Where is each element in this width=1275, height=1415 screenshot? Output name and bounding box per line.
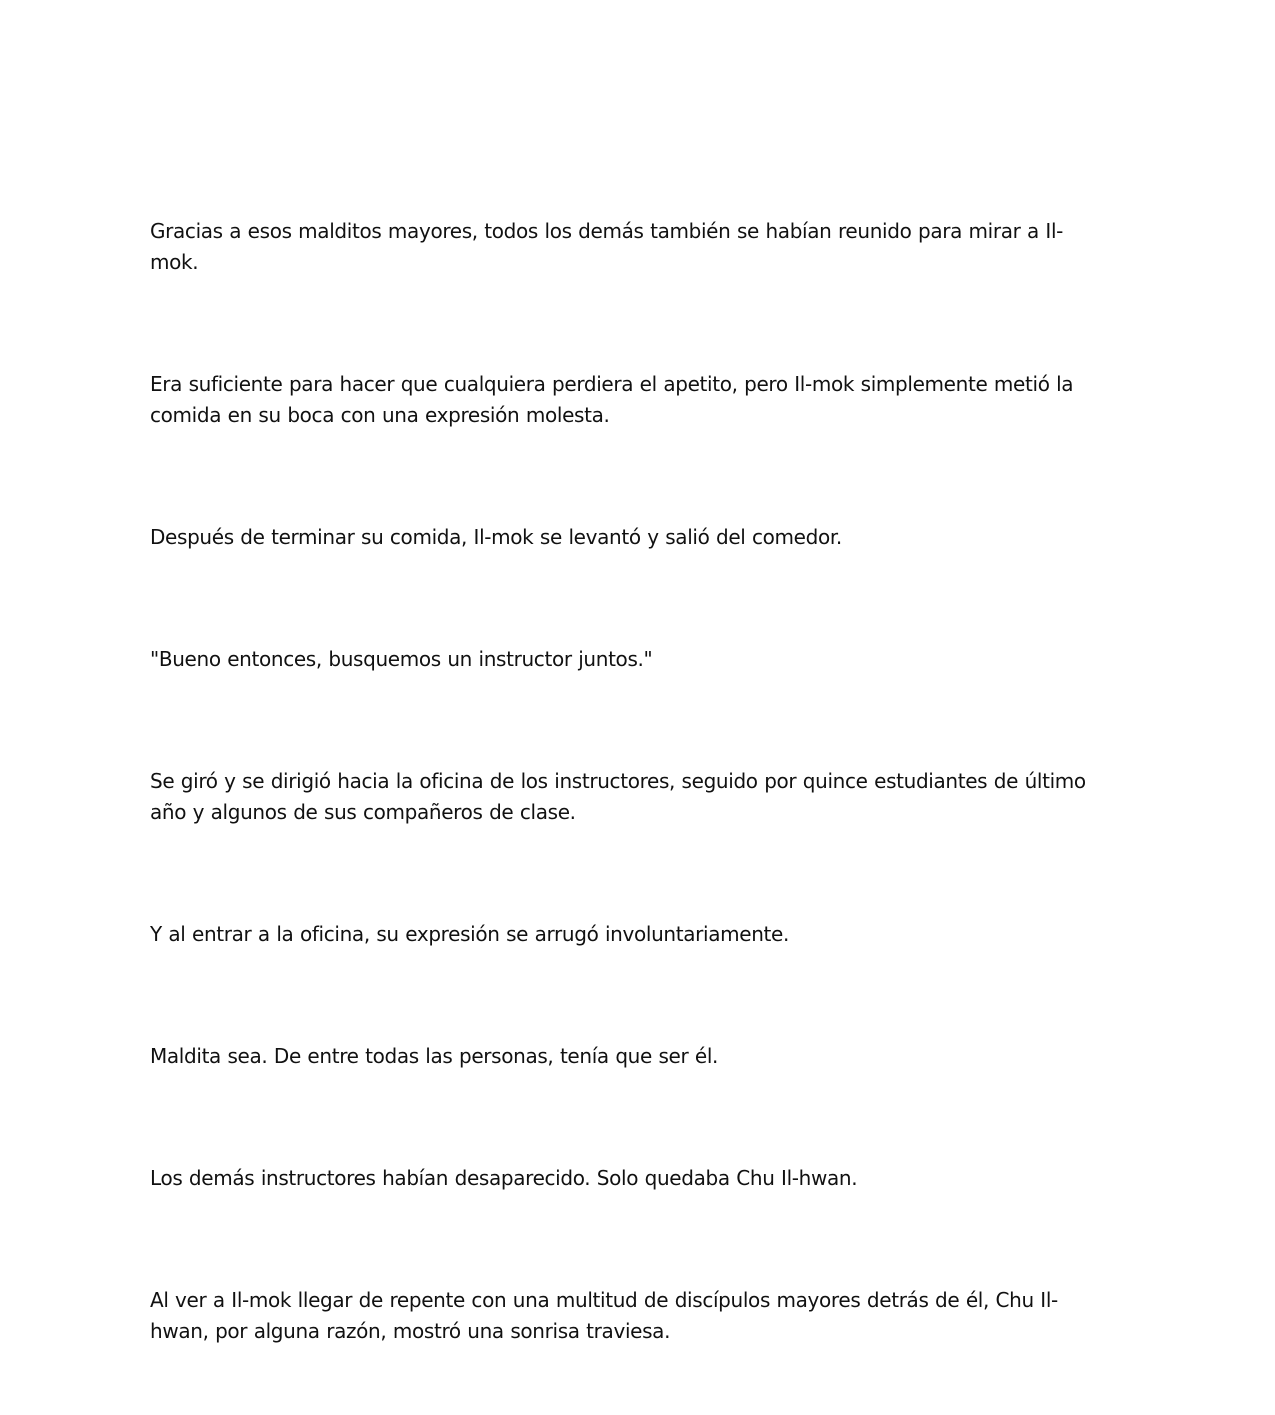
paragraph xyxy=(150,369,1125,431)
paragraph xyxy=(150,1041,1125,1072)
paragraph xyxy=(150,1285,1125,1347)
text-line: Y al entrar a la oficina, su expresión se arrugó involuntariamente. xyxy=(150,922,789,946)
paragraph xyxy=(150,1163,1125,1194)
text-line: Gracias a esos malditos mayores, todos los demás también se habían reunido para mirar a Il- xyxy=(150,219,1064,243)
text-line: Después de terminar su comida, Il-mok se levantó y salió del comedor. xyxy=(150,525,842,549)
paragraph xyxy=(150,919,1125,950)
text-line: Era suficiente para hacer que cualquiera perdiera el apetito, pero Il-mok simplemente metió la xyxy=(150,372,1074,396)
paragraph xyxy=(150,644,1125,675)
text-line: mok. xyxy=(150,250,199,274)
text-line: Al ver a Il-mok llegar de repente con una multitud de discípulos mayores detrás de él, Chu Il- xyxy=(150,1288,1058,1312)
text-line: año y algunos de sus compañeros de clase. xyxy=(150,800,576,824)
text-line: Los demás instructores habían desaparecido. Solo quedaba Chu Il-hwan. xyxy=(150,1166,858,1190)
paragraph xyxy=(150,522,1125,553)
text-line: "Bueno entonces, busquemos un instructor juntos." xyxy=(150,647,653,671)
text-line: Se giró y se dirigió hacia la oficina de los instructores, seguido por quince estudiantes de último xyxy=(150,769,1086,793)
paragraph xyxy=(150,216,1125,278)
text-line: Maldita sea. De entre todas las personas, tenía que ser él. xyxy=(150,1044,719,1068)
text-line: comida en su boca con una expresión molesta. xyxy=(150,403,610,427)
text-line: hwan, por alguna razón, mostró una sonrisa traviesa. xyxy=(150,1319,671,1343)
paragraph xyxy=(150,766,1125,828)
